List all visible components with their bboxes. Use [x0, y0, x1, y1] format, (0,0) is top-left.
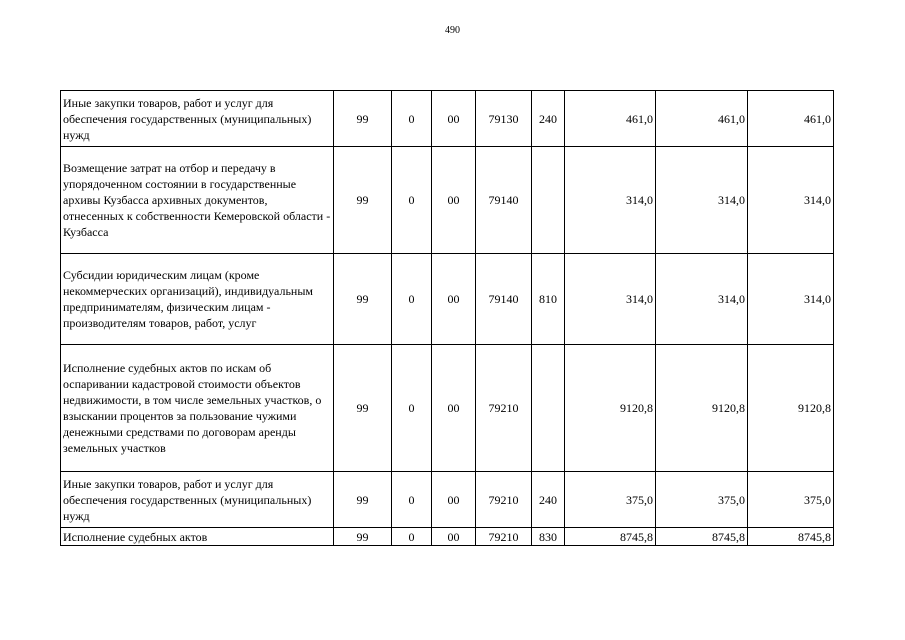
program-code: 99: [334, 528, 392, 546]
budget-table: [60, 90, 834, 546]
program-code: 99: [334, 91, 392, 147]
event-code: 00: [432, 472, 476, 528]
event-code: 00: [432, 91, 476, 147]
amount-year-1: 9120,8: [565, 345, 656, 472]
amount-year-2: 375,0: [656, 472, 748, 528]
program-code: 99: [334, 254, 392, 345]
table-row: [61, 345, 834, 472]
expense-type-code: 810: [532, 254, 565, 345]
event-code: 00: [432, 345, 476, 472]
amount-year-2: 461,0: [656, 91, 748, 147]
subprogram-code: 0: [392, 254, 432, 345]
direction-code: 79210: [476, 472, 532, 528]
row-name: Иные закупки товаров, работ и услуг для обеспечения государственных (муниципальных) нужд: [61, 472, 334, 528]
amount-year-2: 9120,8: [656, 345, 748, 472]
expense-type-code: [532, 147, 565, 254]
row-name: Исполнение судебных актов: [61, 528, 334, 546]
amount-year-2: 314,0: [656, 254, 748, 345]
amount-year-3: 375,0: [748, 472, 834, 528]
amount-year-3: 314,0: [748, 147, 834, 254]
expense-type-code: 240: [532, 91, 565, 147]
amount-year-2: 8745,8: [656, 528, 748, 546]
direction-code: 79210: [476, 528, 532, 546]
amount-year-3: 314,0: [748, 254, 834, 345]
amount-year-1: 375,0: [565, 472, 656, 528]
amount-year-1: 461,0: [565, 91, 656, 147]
amount-year-1: 314,0: [565, 147, 656, 254]
amount-year-3: 461,0: [748, 91, 834, 147]
amount-year-3: 8745,8: [748, 528, 834, 546]
amount-year-1: 314,0: [565, 254, 656, 345]
table-row: [61, 91, 834, 147]
row-name: Возмещение затрат на отбор и передачу в упорядоченном состоянии в государственные архивы Кузбасса архивных документов, отнесенных к собственности Кемеровской области - Кузбасса: [61, 147, 334, 254]
subprogram-code: 0: [392, 345, 432, 472]
expense-type-code: [532, 345, 565, 472]
page-number: 490: [445, 25, 460, 36]
event-code: 00: [432, 147, 476, 254]
table-row: [61, 528, 834, 546]
subprogram-code: 0: [392, 91, 432, 147]
subprogram-code: 0: [392, 528, 432, 546]
amount-year-2: 314,0: [656, 147, 748, 254]
direction-code: 79140: [476, 147, 532, 254]
subprogram-code: 0: [392, 472, 432, 528]
program-code: 99: [334, 147, 392, 254]
direction-code: 79130: [476, 91, 532, 147]
expense-type-code: 830: [532, 528, 565, 546]
row-name: Иные закупки товаров, работ и услуг для обеспечения государственных (муниципальных) нужд: [61, 91, 334, 147]
table-row: [61, 254, 834, 345]
expense-type-code: 240: [532, 472, 565, 528]
table-row: [61, 472, 834, 528]
direction-code: 79140: [476, 254, 532, 345]
event-code: 00: [432, 528, 476, 546]
direction-code: 79210: [476, 345, 532, 472]
amount-year-3: 9120,8: [748, 345, 834, 472]
table-row: [61, 147, 834, 254]
program-code: 99: [334, 472, 392, 528]
row-name: Исполнение судебных актов по искам об оспаривании кадастровой стоимости объектов недвижимости, в том числе земельных участков, о взыскании процентов за пользование чужими денежными средствами по договорам аренды земельных участков: [61, 345, 334, 472]
program-code: 99: [334, 345, 392, 472]
amount-year-1: 8745,8: [565, 528, 656, 546]
subprogram-code: 0: [392, 147, 432, 254]
event-code: 00: [432, 254, 476, 345]
row-name: Субсидии юридическим лицам (кроме некоммерческих организаций), индивидуальным предпринимателям, физическим лицам - производителям товаров, работ, услуг: [61, 254, 334, 345]
